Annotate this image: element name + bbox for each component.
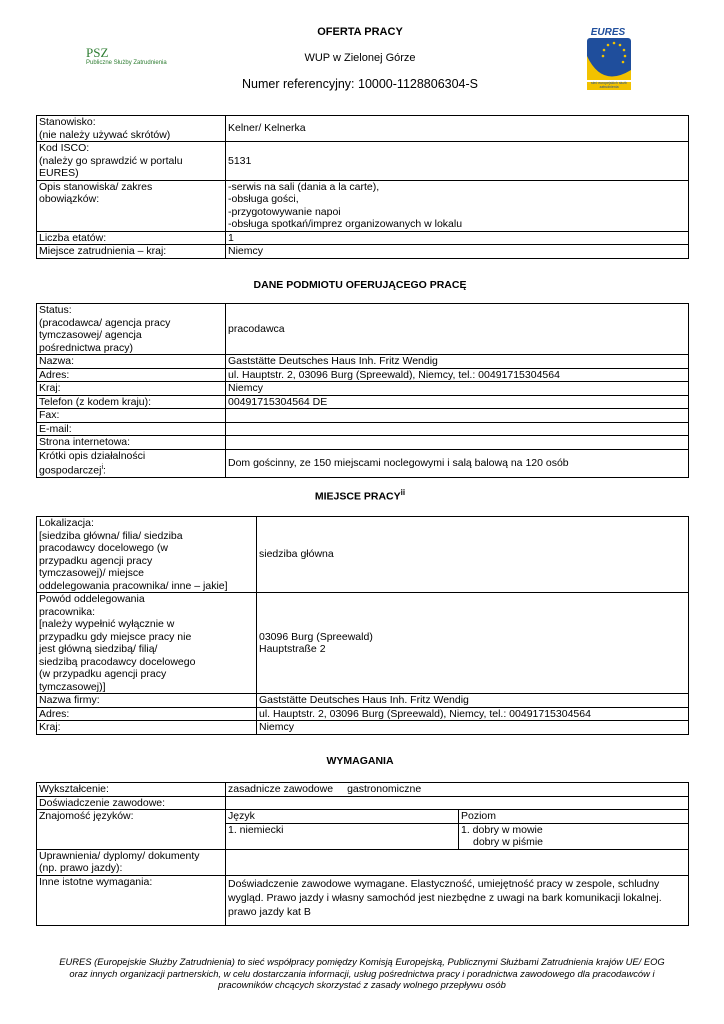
- position-value: Kelner/ Kelnerka: [226, 116, 689, 142]
- address-label: Adres:: [37, 368, 226, 382]
- permits-label: Uprawnienia/ dyplomy/ dokumenty (np. prawo jazdy):: [37, 849, 226, 875]
- table-row: [37, 382, 689, 396]
- experience-value: [226, 796, 689, 810]
- fte-label: Liczba etatów:: [37, 231, 226, 245]
- firm-label: Nazwa firmy:: [37, 694, 257, 708]
- isco-label: Kod ISCO: (należy go sprawdzić w portalu EURES): [37, 142, 226, 181]
- address-value: ul. Hauptstr. 2, 03096 Burg (Spreewald), Niemcy, tel.: 00491715304564: [257, 707, 689, 721]
- table-row: [37, 694, 689, 708]
- fax-value: [226, 409, 689, 423]
- table-row: [37, 796, 689, 810]
- table-row: [37, 142, 689, 181]
- reason-label: Powód oddelegowania pracownika: [należy wypełnić wyłącznie w przypadku gdy miejsce pracy nie jest główną siedzibą/ filią/ siedzibą pracodawcy docelowego (w przypadku agencji pracy tymczasowej)]: [37, 593, 257, 694]
- offer-table: [36, 115, 689, 259]
- email-label: E-mail:: [37, 422, 226, 436]
- table-row: [37, 422, 689, 436]
- name-label: Nazwa:: [37, 355, 226, 369]
- isco-value: 5131: [226, 142, 689, 181]
- firm-value: Gaststätte Deutsches Haus Inh. Fritz Wendig: [257, 694, 689, 708]
- other-requirements-label: Inne istotne wymagania:: [37, 875, 226, 925]
- activity-value: Dom gościnny, ze 150 miejscami noclegowymi i salą balową na 120 osób: [226, 449, 689, 478]
- footer-note: EURES (Europejskie Służby Zatrudnienia) to sieć współpracy pomiędzy Komisją Europejską, Publicznymi Służbami Zatrudnienia krajów UE/ EOG oraz innych organizacji partnerskich, w celu dostarczania informacji, usług pośrednictwa pracy i poradnictwa zawodowego dla pracodawców i pracowników chcących skorzystać z zasady wolnego przepływu osób: [59, 956, 665, 990]
- email-value: [226, 422, 689, 436]
- language-value: 1. niemiecki: [226, 823, 459, 849]
- table-row: [37, 180, 689, 231]
- other-requirements-value: Doświadczenie zawodowe wymagane. Elastyczność, umiejętność pracy w zespole, schludny wygląd. Prawo jazdy i własny samochód jest niezbędne z uwagi na bark komunikacji lokalnej. prawo jazdy kat B: [226, 875, 689, 925]
- employer-heading: DANE PODMIOTU OFERUJĄCEGO PRACĘ: [253, 279, 467, 291]
- table-row: [37, 849, 689, 875]
- table-row: [37, 783, 689, 797]
- description-label: Opis stanowiska/ zakres obowiązków:: [37, 180, 226, 231]
- reason-value: 03096 Burg (Spreewald) Hauptstraße 2: [257, 593, 689, 694]
- table-row: [37, 395, 689, 409]
- country-label: Kraj:: [37, 721, 257, 735]
- address-label: Adres:: [37, 707, 257, 721]
- table-row: [37, 721, 689, 735]
- table-row: [37, 355, 689, 369]
- table-row: [37, 436, 689, 450]
- workplace-table: [36, 516, 689, 735]
- table-row: [37, 707, 689, 721]
- education-value: zasadnicze zawodowe gastronomiczne: [226, 783, 689, 797]
- status-label: Status: (pracodawca/ agencja pracy tymczasowej/ agencja pośrednictwa pracy): [37, 304, 226, 355]
- employer-table: [36, 303, 689, 478]
- workplace-heading: MIEJSCE PRACY$^{ii}$: [314, 488, 406, 503]
- language-column-header: Język: [226, 810, 459, 824]
- requirements-table: [36, 782, 689, 926]
- phone-label: Telefon (z kodem kraju):: [37, 395, 226, 409]
- document-title: OFERTA PRACY: [317, 26, 403, 38]
- country-value: Niemcy: [226, 382, 689, 396]
- office-name: WUP w Zielonej Górze: [304, 52, 416, 64]
- location-label: Lokalizacja: [siedziba główna/ filia/ siedziba pracodawcy docelowego (w przypadku agencji pracy tymczasowej)/ miejsce oddelegowania pracownika/ inne – jakie]: [37, 517, 257, 593]
- education-label: Wykształcenie:: [37, 783, 226, 797]
- permits-value: [226, 849, 689, 875]
- website-label: Strona internetowa:: [37, 436, 226, 450]
- position-label: Stanowisko: (nie należy używać skrótów): [37, 116, 226, 142]
- fte-value: 1: [226, 231, 689, 245]
- table-row: [37, 409, 689, 423]
- experience-label: Doświadczenie zawodowe:: [37, 796, 226, 810]
- languages-label: Znajomość języków:: [37, 810, 226, 850]
- description-value: -serwis na sali (dania a la carte), -obsługa gości, -przygotowywanie napoi -obsługa spotkań/imprez organizowanych w lokalu: [226, 180, 689, 231]
- country-value: Niemcy: [226, 245, 689, 259]
- country-label: Miejsce zatrudnienia – kraj:: [37, 245, 226, 259]
- svg-text:EURES: EURES: [590, 27, 626, 38]
- activity-label: Krótki opis działalności gospodarczej$^i$:: [37, 449, 226, 478]
- requirements-heading: WYMAGANIA: [326, 755, 394, 767]
- table-row: [37, 304, 689, 355]
- reference-number: Numer referencyjny: 10000-1128806304-S: [241, 77, 479, 91]
- level-column-header: Poziom: [459, 810, 689, 824]
- table-row: [37, 593, 689, 694]
- country-label: Kraj:: [37, 382, 226, 396]
- fax-label: Fax:: [37, 409, 226, 423]
- table-row: [37, 875, 689, 925]
- level-value: 1. dobry w mowie dobry w piśmie: [459, 823, 689, 849]
- phone-value: 00491715304564 DE: [226, 395, 689, 409]
- status-value: pracodawca: [226, 304, 689, 355]
- address-value: ul. Hauptstr. 2, 03096 Burg (Spreewald), Niemcy, tel.: 00491715304564: [226, 368, 689, 382]
- eures-logo: EURES sieć europejskich służb zatrudnienia: [582, 26, 634, 92]
- table-row: [37, 449, 689, 478]
- psz-logo: PSZ Publiczne Służby Zatrudnienia: [86, 45, 167, 66]
- table-row: [37, 116, 689, 142]
- table-row: [37, 810, 689, 824]
- name-value: Gaststätte Deutsches Haus Inh. Fritz Wendig: [226, 355, 689, 369]
- table-row: [37, 517, 689, 593]
- location-value: siedziba główna: [257, 517, 689, 593]
- table-row: [37, 368, 689, 382]
- table-row: [37, 245, 689, 259]
- country-value: Niemcy: [257, 721, 689, 735]
- table-row: [37, 231, 689, 245]
- website-value: [226, 436, 689, 450]
